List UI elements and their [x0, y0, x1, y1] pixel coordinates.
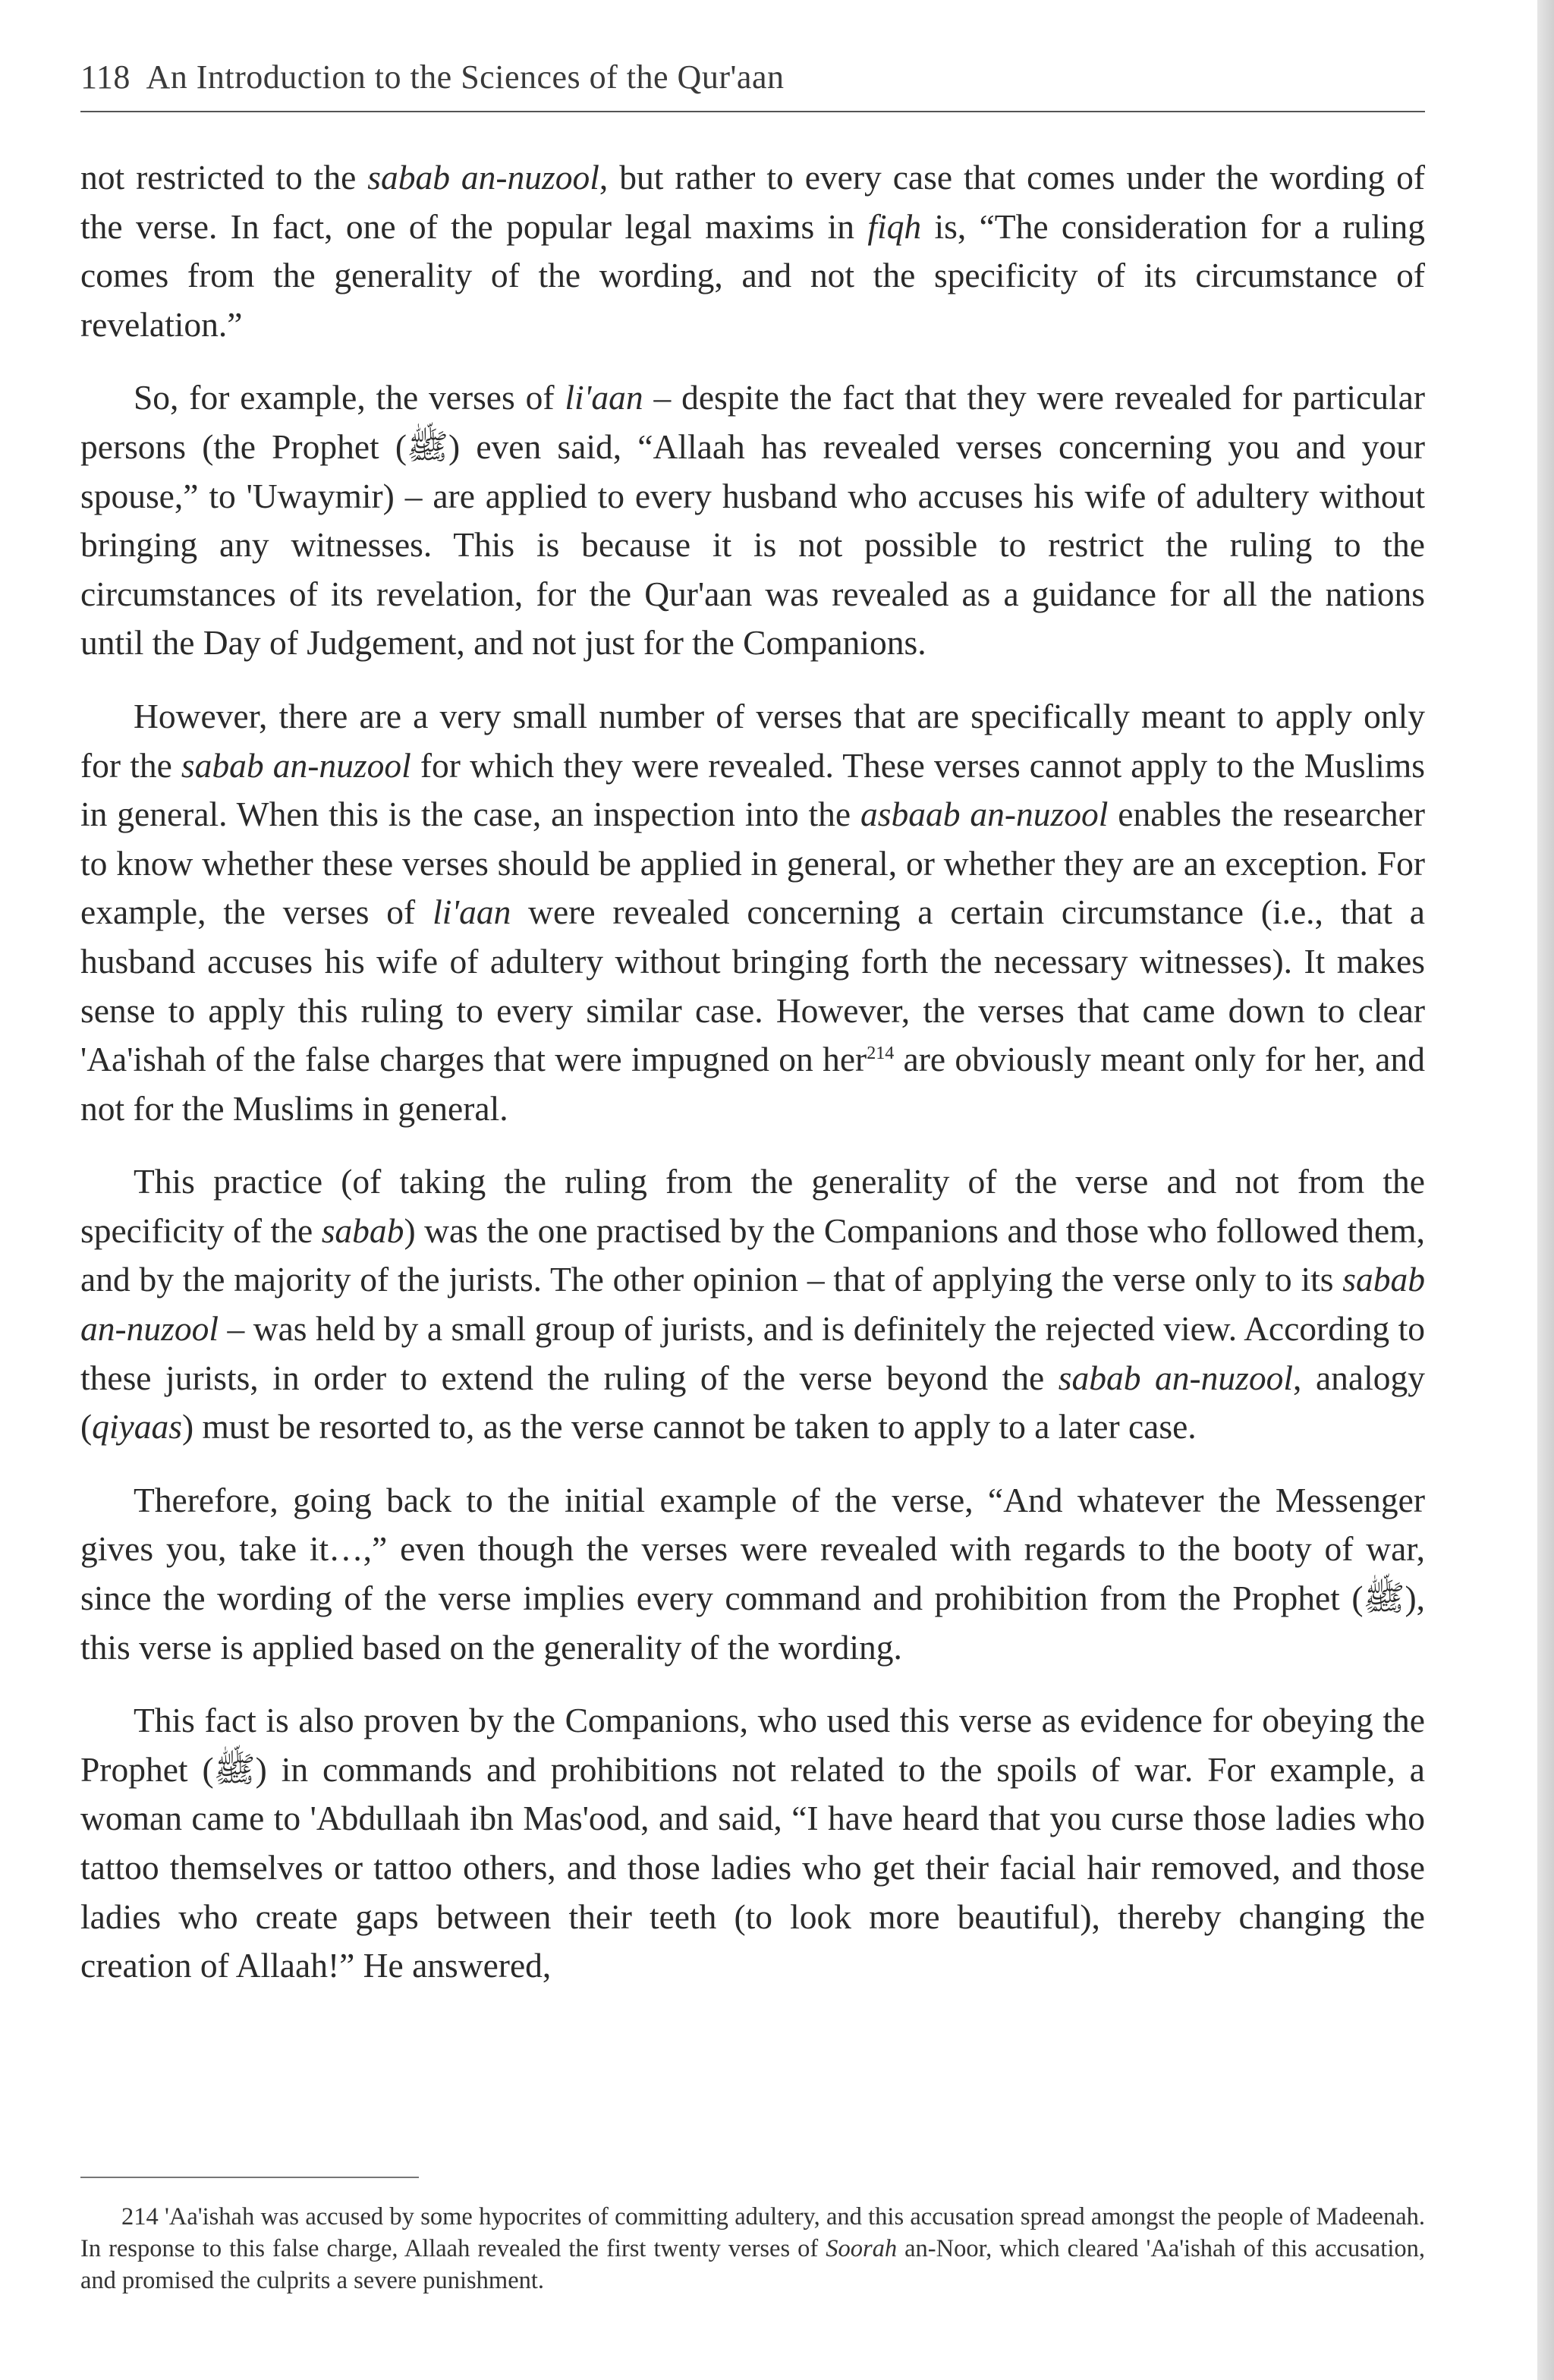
- footnote-rule: [80, 2177, 419, 2178]
- paragraph-1: [80, 153, 1425, 349]
- text-run: However, there are a very small number of verses that are specifically meant to apply only for the: [80, 696, 1425, 785]
- body-text: [80, 153, 1425, 2015]
- paragraph-2: [80, 373, 1425, 668]
- italic-term: Soorah: [826, 2235, 898, 2262]
- text-run: were revealed concerning a certain circumstance (i.e., that a husband accuses his wife of adultery without bringing forth the necessary witnesses). It makes sense to apply this ruling to every similar case. However, the verses that came down to clear 'Aa'ishah of the false charges that were impugned on her: [80, 892, 1426, 1079]
- text-run: This practice (of taking the ruling from the generality of the verse and not from the specificity of the: [80, 1162, 1425, 1250]
- text-run: ) must be resorted to, as the verse cannot be taken to apply to a later case.: [181, 1407, 1197, 1447]
- text-run: for which they were revealed. These verses cannot apply to the Muslims in general. When this is the case, an inspection into the: [80, 745, 1425, 834]
- text-run: is, “The consideration for a ruling comes from the generality of the wording, and not the specificity of its circumstance of revelation.”: [80, 206, 1425, 344]
- paragraph-5: [80, 1476, 1425, 1672]
- text-run: not restricted to the: [80, 158, 368, 197]
- text-run: , but rather to every case that comes under the wording of the verse. In fact, one of the popular legal maxims in: [80, 158, 1425, 246]
- italic-term: fiqh: [867, 206, 922, 246]
- italic-term: sabab: [321, 1210, 404, 1250]
- italic-term: sabab an-nuzool: [181, 745, 411, 785]
- text-run: 'Aa'ishah was accused by some hypocrites of committing adultery, and this accusation spread amongst the people of Madeenah. In response to this false charge, Allaah revealed the first twenty verses of: [80, 2203, 1425, 2262]
- header-rule: [80, 111, 1425, 112]
- text-run: So, for example, the verses of: [134, 378, 565, 417]
- text-run: enables the researcher to know whether these verses should be applied in general, or whether they are an exception. For example, the verses of: [80, 795, 1425, 932]
- footnote-number: 214: [121, 2203, 159, 2230]
- running-title: An Introduction to the Sciences of the Qur'aan: [146, 58, 785, 96]
- text-run: Therefore, going back to the initial example of the verse, “And whatever the Messenger gives you, take it…,” even though the verses were revealed with regards to the booty of war, since the wording of the verse implies every command and prohibition from the Prophet (ﷺ), this verse is applied based on the generality of the wording.: [80, 1480, 1425, 1667]
- page-edge-shadow: [1537, 0, 1554, 2380]
- text-run: This fact is also proven by the Companions, who used this verse as evidence for obeying the Prophet (ﷺ) in commands and prohibitions not related to the spoils of war. For example, a woman came to 'Abdullaah ibn Mas'ood, and said, “I have heard that you curse those ladies who tattoo themselves or tattoo others, and those ladies who get their facial hair removed, and those ladies who create gaps between their teeth (to look more beautiful), thereby changing the creation of Allaah!” He answered,: [80, 1701, 1425, 1985]
- paragraph-3: [80, 692, 1425, 1133]
- paragraph-6: [80, 1696, 1425, 1991]
- running-header: [80, 55, 1425, 100]
- page-number: 118: [80, 58, 131, 96]
- italic-term: li'aan: [433, 892, 511, 932]
- text-run: , analogy (: [80, 1358, 1425, 1447]
- text-run: are obviously meant only for her, and not for the Muslims in general.: [80, 1040, 1425, 1128]
- paragraph-4: [80, 1157, 1425, 1452]
- footnote-reference: 214: [867, 1043, 895, 1063]
- text-run: – despite the fact that they were revealed for particular persons (the Prophet (ﷺ) even said, “Allaah has revealed verses concerning you and your spouse,” to 'Uwaymir) – are applied to every husband who accuses his wife of adultery without bringing any witnesses. This is because it is not possible to restrict the ruling to the circumstances of its revelation, for the Qur'aan was revealed as a guidance for all the nations until the Day of Judgement, and not just for the Companions.: [80, 378, 1426, 663]
- italic-term: sabab an-nuzool: [1058, 1358, 1294, 1397]
- italic-term: li'aan: [565, 378, 643, 417]
- italic-term: asbaab an-nuzool: [860, 795, 1109, 834]
- text-run: ) was the one practised by the Companions and those who followed them, and by the majority of the jurists. The other opinion – that of applying the verse only to its: [80, 1210, 1426, 1299]
- italic-term: sabab an-nuzool: [367, 158, 599, 197]
- footnote: [80, 2201, 1425, 2297]
- italic-term: sabab an-nuzool: [80, 1260, 1425, 1349]
- italic-term: qiyaas: [92, 1407, 182, 1447]
- text-run: an-Noor, which cleared 'Aa'ishah of this accusation, and promised the culprits a severe punishment.: [80, 2235, 1425, 2294]
- text-run: – was held by a small group of jurists, and is definitely the rejected view. According to these jurists, in order to extend the ruling of the verse beyond the: [80, 1309, 1425, 1397]
